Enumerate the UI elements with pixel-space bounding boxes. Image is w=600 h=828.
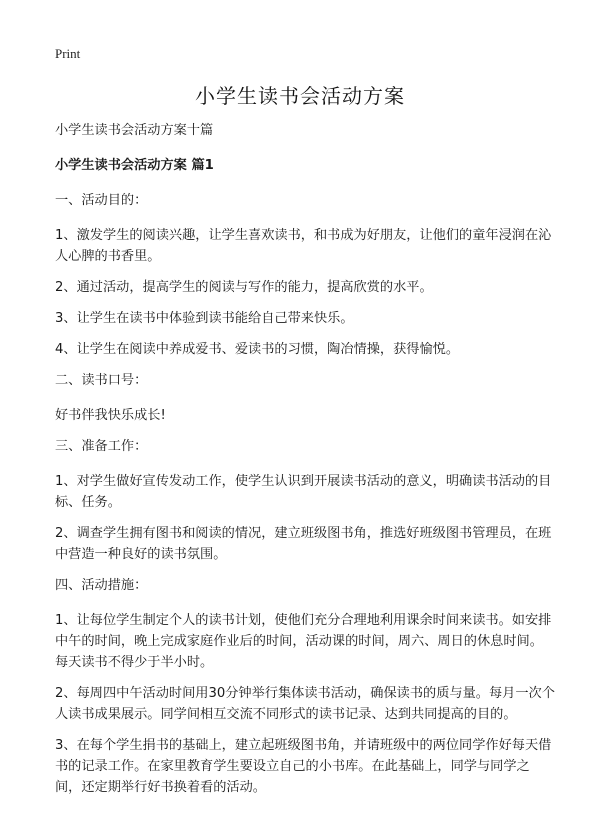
section-heading-measures: 四、活动措施： bbox=[55, 578, 148, 593]
preparation-item-1: 1、对学生做好宣传发动工作，使学生认识到开展读书活动的意义，明确读书活动的目标、任务。 bbox=[55, 474, 552, 510]
preparation-item-2: 2、调查学生拥有图书和阅读的情况，建立班级图书角，推选好班级图书管理员，在班中营造一种良好的读书氛围。 bbox=[55, 526, 552, 562]
document-subtitle: 小学生读书会活动方案十篇 bbox=[55, 123, 214, 138]
measures-item-2: 2、每周四中午活动时间用30分钟举行集体读书活动，确保读书的质与量。每月一次个人读书成果展示。同学间相互交流不同形式的读书记录、达到共同提高的目的。 bbox=[55, 686, 555, 722]
purpose-item-3: 3、让学生在读书中体验到读书能给自己带来快乐。 bbox=[55, 311, 354, 326]
section-heading-slogan: 二、读书口号： bbox=[55, 373, 148, 388]
section-heading-preparation: 三、准备工作： bbox=[55, 439, 148, 454]
print-label: Print bbox=[55, 46, 81, 61]
section-heading-purpose: 一、活动目的： bbox=[55, 193, 148, 208]
purpose-item-2: 2、通过活动，提高学生的阅读与写作的能力，提高欣赏的水平。 bbox=[55, 280, 433, 295]
document-title: 小学生读书会活动方案 bbox=[195, 84, 405, 108]
chapter-heading: 小学生读书会活动方案 篇1 bbox=[55, 158, 214, 173]
slogan-text: 好书伴我快乐成长! bbox=[55, 408, 166, 423]
measures-item-1: 1、让每位学生制定个人的读书计划，使他们充分合理地利用课余时间来读书。如安排中午的时间，晚上完成家庭作业后的时间，活动课的时间，周六、周日的休息时间。每天读书不得少于半小时。 bbox=[55, 613, 552, 670]
purpose-item-4: 4、让学生在阅读中养成爱书、爱读书的习惯，陶冶情操，获得愉悦。 bbox=[55, 342, 460, 357]
purpose-item-1: 1、激发学生的阅读兴趣，让学生喜欢读书，和书成为好朋友，让他们的童年浸润在沁人心脾的书香里。 bbox=[55, 228, 552, 264]
measures-item-3: 3、在每个学生捐书的基础上，建立起班级图书角，并请班级中的两位同学作好每天借书的记录工作。在家里教育学生要设立自己的小书库。在此基础上，同学与同学之间，还定期举行好书换着看的活动。 bbox=[55, 738, 552, 795]
document-body bbox=[55, 120, 555, 808]
